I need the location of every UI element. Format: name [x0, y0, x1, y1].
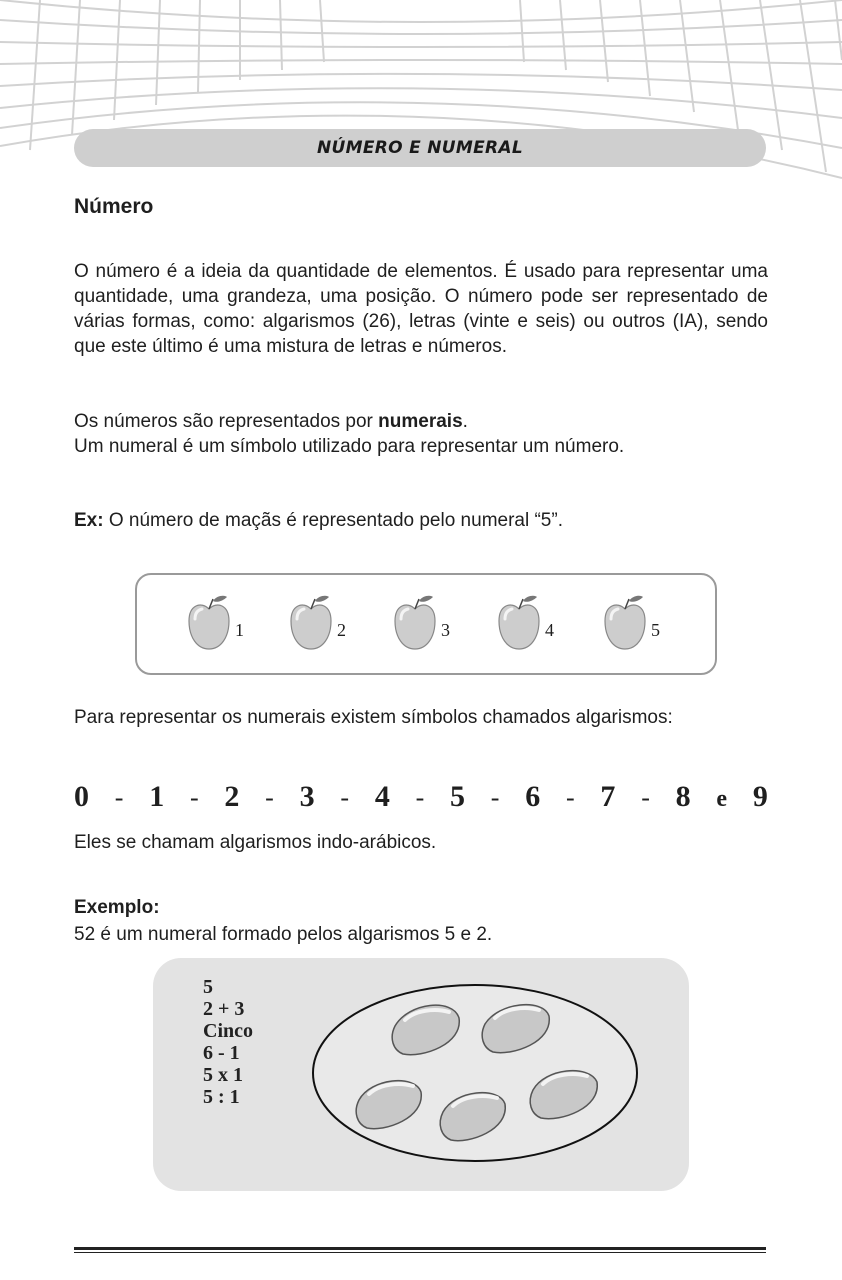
digit: 6 [525, 780, 541, 813]
expression: 6 - 1 [203, 1042, 240, 1064]
expression: 5 : 1 [203, 1086, 240, 1108]
digit: 4 [374, 780, 390, 813]
separator: - [114, 783, 124, 812]
apple-icon [603, 595, 647, 651]
apple-number: 1 [235, 619, 244, 640]
numerals-period: . [462, 411, 468, 432]
digit: 3 [299, 780, 315, 813]
digit: 7 [600, 780, 616, 813]
section-banner [74, 129, 766, 167]
algarismos-intro: Para representar os numerais existem símbolos chamados algarismos: [74, 707, 673, 728]
apple-number: 4 [545, 619, 554, 640]
expression: 5 [203, 976, 213, 998]
apple-number: 5 [651, 619, 660, 640]
separator: - [189, 783, 199, 812]
apple-number: 3 [441, 619, 450, 640]
expression: 5 x 1 [203, 1064, 243, 1086]
digit: 0 [74, 780, 89, 813]
apple-item [393, 595, 450, 651]
separator: - [565, 783, 575, 812]
apple-item [289, 595, 346, 651]
example-label: Exemplo: [74, 897, 160, 918]
lemons-figure [153, 958, 689, 1191]
apple-number: 2 [337, 619, 346, 640]
intro-paragraph: O número é a ideia da quantidade de elementos. É usado para representar uma quantidade, uma grandeza, uma posição. O número pode ser representado de várias formas, como: algarismos (26), letras (vinte e seis) ou outros (IA), sendo que este último é uma mistura de letras e números. [74, 261, 768, 357]
separator: - [490, 783, 500, 812]
banner-title: NÚMERO E NUMERAL [317, 138, 523, 158]
conjunction: e [716, 786, 728, 812]
digit: 9 [752, 780, 768, 813]
plate-illustration [153, 958, 689, 1191]
ex-label: Ex: [74, 510, 104, 531]
footer-rule [74, 1247, 766, 1253]
ex-text: O número de maçãs é representado pelo numeral “5”. [103, 510, 563, 531]
expression: 2 + 3 [203, 998, 245, 1020]
apple-icon [393, 595, 437, 651]
numerals-paragraph [74, 409, 768, 459]
apple-item [497, 595, 554, 651]
example-text: 52 é um numeral formado pelos algarismos 5 e 2. [74, 924, 493, 945]
apple-icon [497, 595, 541, 651]
apple-icon [187, 595, 231, 651]
expression: Cinco [203, 1020, 253, 1042]
numerals-text: Os números são representados por [74, 411, 379, 432]
separator: - [265, 783, 274, 812]
digit: 8 [675, 780, 691, 813]
separator: - [340, 783, 350, 812]
algarismos-name: Eles se chamam algarismos indo-arábicos. [74, 832, 437, 853]
apple-icon [289, 595, 333, 651]
apples-figure [135, 573, 717, 675]
numerals-term: numerais [378, 411, 463, 432]
section-heading: Número [74, 195, 154, 218]
separator: - [415, 783, 425, 812]
example-apples-line [74, 508, 768, 533]
apple-item [603, 595, 660, 651]
digits-row [74, 780, 768, 814]
digit: 1 [149, 780, 165, 813]
digit: 5 [450, 780, 466, 813]
header-grid-decoration [0, 0, 842, 200]
apple-item [187, 595, 244, 651]
separator: - [641, 783, 650, 812]
numeral-definition: Um numeral é um símbolo utilizado para representar um número. [74, 436, 625, 457]
digit: 2 [224, 780, 240, 813]
